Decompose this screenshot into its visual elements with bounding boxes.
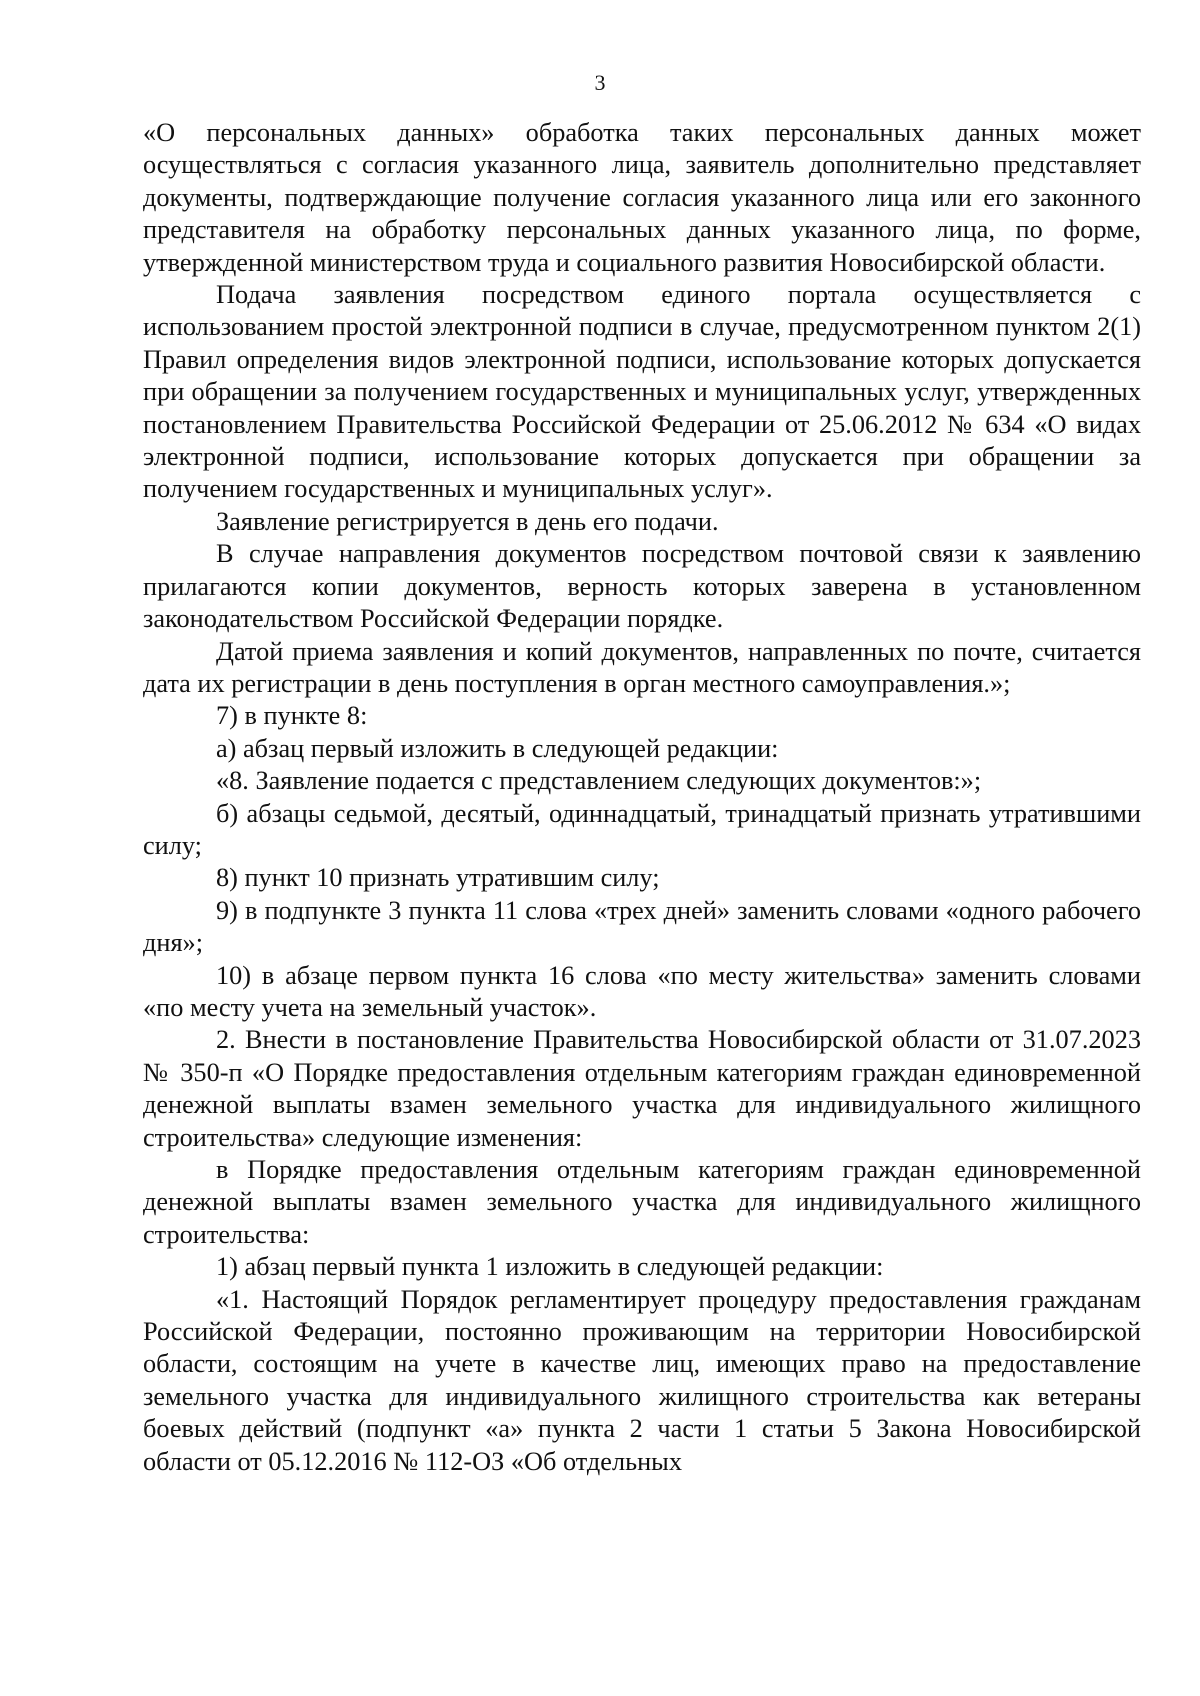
paragraph-7: а) абзац первый изложить в следующей редакции:	[216, 733, 779, 763]
paragraph-16: «1. Настоящий Порядок регламентирует процедуру предоставления гражданам Российской Федерации, постоянно проживающим на территории Новосибирской области, состоящим на учете в качестве лиц, имеющих право на предоставление земельного участка для индивидуального жилищного строительства как ветераны боевых действий (подпункт «а» пункта 2 части 1 статьи 5 Закона Новосибирской области от 05.12.2016 № 112-ОЗ «Об отдельных	[143, 1284, 1141, 1476]
paragraph-9: б) абзацы седьмой, десятый, одиннадцатый, тринадцатый признать утратившими силу;	[143, 798, 1141, 860]
paragraph-6: 7) в пункте 8:	[216, 701, 368, 731]
page-number: 3	[594, 70, 606, 95]
document-body	[143, 117, 1141, 1478]
paragraph-10: 8) пункт 10 признать утратившим силу;	[216, 863, 660, 893]
paragraph-8: «8. Заявление подается с представлением следующих документов:»;	[216, 766, 982, 796]
paragraph-3: Заявление регистрируется в день его подачи.	[216, 506, 719, 536]
paragraph-2: Подача заявления посредством единого портала осуществляется с использованием простой электронной подписи в случае, предусмотренном пунктом 2(1) Правил определения видов электронной подписи, использование которых допускается при обращении за получением государственных и муниципальных услуг, утвержденных постановлением Правительства Российской Федерации от 25.06.2012 № 634 «О видах электронной подписи, использование которых допускается при обращении за получением государственных и муниципальных услуг».	[143, 280, 1141, 504]
paragraph-14: в Порядке предоставления отдельным категориям граждан единовременной денежной выплаты взамен земельного участка для индивидуального жилищного строительства:	[143, 1155, 1141, 1249]
paragraph-13: 2. Внести в постановление Правительства Новосибирской области от 31.07.2023 № 350-п «О Порядке предоставления отдельным категориям граждан единовременной денежной выплаты взамен земельного участка для индивидуального жилищного строительства» следующие изменения:	[143, 1025, 1141, 1152]
paragraph-1: «О персональных данных» обработка таких персональных данных может осуществляться с согласия указанного лица, заявитель дополнительно представляет документы, подтверждающие получение согласия указанного лица или его законного представителя на обработку персональных данных указанного лица, по форме, утвержденной министерством труда и социального развития Новосибирской области.	[143, 118, 1141, 277]
paragraph-4: В случае направления документов посредством почтовой связи к заявлению прилагаются копии документов, верность которых заверена в установленном законодательством Российской Федерации порядке.	[143, 539, 1141, 634]
paragraph-5: Датой приема заявления и копий документов, направленных по почте, считается дата их регистрации в день поступления в орган местного самоуправления.»;	[143, 636, 1141, 698]
paragraph-15: 1) абзац первый пункта 1 изложить в следующей редакции:	[216, 1252, 884, 1282]
paragraph-11: 9) в подпункте 3 пункта 11 слова «трех дней» заменить словами «одного рабочего дня»;	[143, 895, 1141, 958]
paragraph-12: 10) в абзаце первом пункта 16 слова «по месту жительства» заменить словами «по месту учета на земельный участок».	[143, 960, 1141, 1022]
